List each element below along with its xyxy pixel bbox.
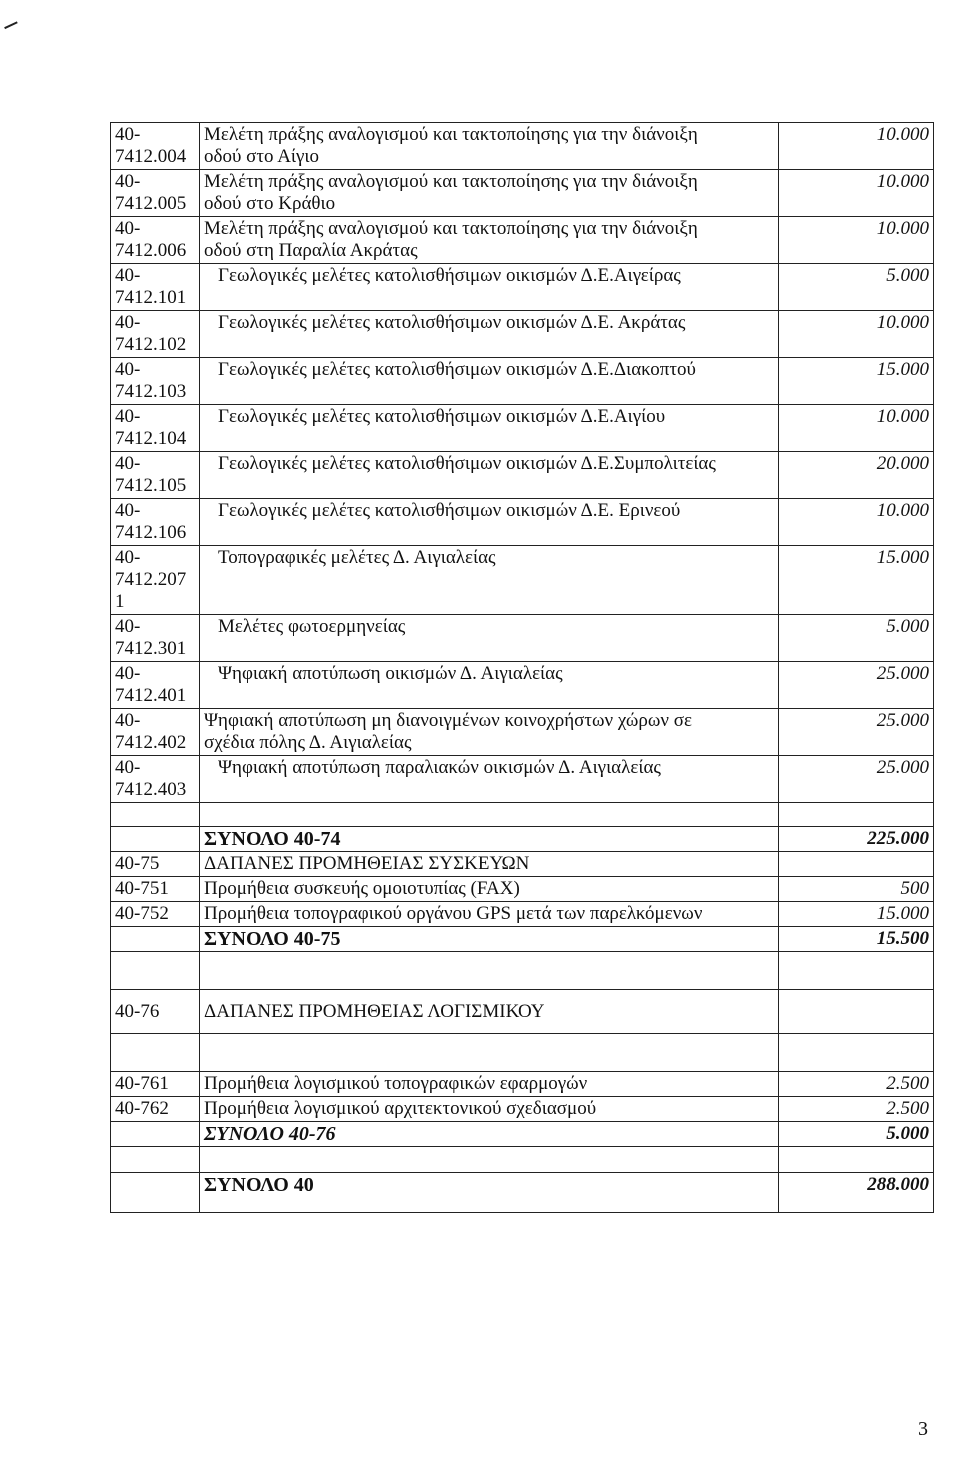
row-code: 40- 7412.101 — [111, 264, 200, 311]
page-number: 3 — [918, 1418, 928, 1440]
item-desc: Προμήθεια λογισμικού τοπογραφικών εφαρμογών — [200, 1072, 779, 1097]
sum-40-75-label: ΣΥΝΟΛΟ 40-75 — [200, 927, 779, 952]
description-line: Τοπογραφικές μελέτες Δ. Αιγιαλείας — [218, 547, 496, 568]
section-title: ΔΑΠΑΝΕΣ ΠΡΟΜΗΘΕΙΑΣ ΛΟΓΙΣΜΙΚΟΥ — [200, 990, 779, 1034]
sum-40-74-label: ΣΥΝΟΛΟ 40-74 — [200, 827, 779, 852]
row-amount: 20.000 — [779, 452, 934, 499]
description-line: Μελέτη πράξης αναλογισμού και τακτοποίησης για την διάνοιξη — [204, 124, 698, 145]
section-40-75-row — [111, 852, 934, 877]
row-description — [200, 662, 779, 709]
description-line: Γεωλογικές μελέτες κατολισθήσιμων οικισμών Δ.Ε. Ακράτας — [218, 312, 686, 333]
description-line: σχέδια πόλης Δ. Αιγιαλείας — [204, 732, 412, 753]
row-code: 40- 7412.004 — [111, 123, 200, 170]
section-code: 40-76 — [111, 990, 200, 1034]
row-description — [200, 756, 779, 803]
row-description — [200, 709, 779, 756]
row-code: 40- 7412.403 — [111, 756, 200, 803]
spacer-row — [111, 952, 934, 990]
row-amount: 5.000 — [779, 615, 934, 662]
study-row — [111, 311, 934, 358]
description-line: Ψηφιακή αποτύπωση οικισμών Δ. Αιγιαλείας — [218, 663, 563, 684]
study-row — [111, 709, 934, 756]
row-code: 40- 7412.103 — [111, 358, 200, 405]
item-code: 40-751 — [111, 877, 200, 902]
item-code: 40-762 — [111, 1097, 200, 1122]
row-code: 40- 7412.104 — [111, 405, 200, 452]
section-code: 40-75 — [111, 852, 200, 877]
description-line: Γεωλογικές μελέτες κατολισθήσιμων οικισμών Δ.Ε.Συμπολιτείας — [218, 453, 716, 474]
section-title: ΔΑΠΑΝΕΣ ΠΡΟΜΗΘΕΙΑΣ ΣΥΣΚΕΥΩΝ — [200, 852, 779, 877]
study-row — [111, 358, 934, 405]
row-code: 40- 7412.005 — [111, 170, 200, 217]
study-row — [111, 615, 934, 662]
row-amount: 10.000 — [779, 405, 934, 452]
row-amount: 10.000 — [779, 499, 934, 546]
row-description — [200, 123, 779, 170]
description-line: οδού στο Κράθιο — [204, 193, 336, 214]
row-description — [200, 217, 779, 264]
study-row — [111, 662, 934, 709]
item-row — [111, 877, 934, 902]
description-line: Γεωλογικές μελέτες κατολισθήσιμων οικισμών Δ.Ε.Αιγείρας — [218, 265, 681, 286]
row-amount: 25.000 — [779, 709, 934, 756]
total-40-label: ΣΥΝΟΛΟ 40 — [200, 1173, 779, 1213]
description-line: οδού στο Αίγιο — [204, 146, 320, 167]
study-row — [111, 499, 934, 546]
sum-40-76-amount: 5.000 — [779, 1122, 934, 1147]
scan-mark — [4, 21, 20, 33]
total-40-row — [111, 1173, 934, 1213]
item-code: 40-752 — [111, 902, 200, 927]
description-line: οδού στη Παραλία Ακράτας — [204, 240, 418, 261]
row-description — [200, 546, 779, 615]
item-amount: 500 — [779, 877, 934, 902]
study-row — [111, 264, 934, 311]
total-40-amount: 288.000 — [779, 1173, 934, 1213]
row-amount: 15.000 — [779, 546, 934, 615]
row-amount: 10.000 — [779, 170, 934, 217]
budget-table — [110, 122, 934, 1213]
spacer-row — [111, 803, 934, 827]
row-description — [200, 615, 779, 662]
row-description — [200, 499, 779, 546]
item-code: 40-761 — [111, 1072, 200, 1097]
sum-40-76-label: ΣΥΝΟΛΟ 40-76 — [200, 1122, 779, 1147]
row-code: 40- 7412.102 — [111, 311, 200, 358]
item-amount: 2.500 — [779, 1072, 934, 1097]
study-row — [111, 452, 934, 499]
row-amount: 10.000 — [779, 123, 934, 170]
item-row — [111, 1072, 934, 1097]
section-40-76-row — [111, 990, 934, 1034]
item-amount: 2.500 — [779, 1097, 934, 1122]
sum-40-76-row — [111, 1122, 934, 1147]
sum-40-75-row — [111, 927, 934, 952]
study-row — [111, 170, 934, 217]
row-code: 40- 7412.207 1 — [111, 546, 200, 615]
study-row — [111, 217, 934, 264]
row-description — [200, 358, 779, 405]
row-amount: 10.000 — [779, 311, 934, 358]
sum-40-74-row — [111, 827, 934, 852]
item-desc: Προμήθεια λογισμικού αρχιτεκτονικού σχεδιασμού — [200, 1097, 779, 1122]
row-code: 40- 7412.401 — [111, 662, 200, 709]
row-description — [200, 264, 779, 311]
study-row — [111, 546, 934, 615]
description-line: Ψηφιακή αποτύπωση μη διανοιγμένων κοινοχρήστων χώρων σε — [204, 710, 692, 731]
description-line: Γεωλογικές μελέτες κατολισθήσιμων οικισμών Δ.Ε.Αιγίου — [218, 406, 666, 427]
spacer-row — [111, 1147, 934, 1173]
description-line: Γεωλογικές μελέτες κατολισθήσιμων οικισμών Δ.Ε. Ερινεού — [218, 500, 681, 521]
sum-40-74-amount: 225.000 — [779, 827, 934, 852]
item-row — [111, 1097, 934, 1122]
row-code: 40- 7412.106 — [111, 499, 200, 546]
description-line: Μελέτη πράξης αναλογισμού και τακτοποίησης για την διάνοιξη — [204, 171, 698, 192]
item-desc: Προμήθεια συσκευής ομοιοτυπίας (FAX) — [200, 877, 779, 902]
item-row — [111, 902, 934, 927]
row-code: 40- 7412.301 — [111, 615, 200, 662]
row-amount: 10.000 — [779, 217, 934, 264]
row-description — [200, 311, 779, 358]
row-code: 40- 7412.006 — [111, 217, 200, 264]
study-rows — [111, 123, 934, 803]
spacer-row — [111, 1034, 934, 1072]
item-desc: Προμήθεια τοπογραφικού οργάνου GPS μετά των παρελκόμενων — [200, 902, 779, 927]
description-line: Γεωλογικές μελέτες κατολισθήσιμων οικισμών Δ.Ε.Διακοπτού — [218, 359, 696, 380]
row-amount: 25.000 — [779, 756, 934, 803]
row-description — [200, 452, 779, 499]
row-description — [200, 405, 779, 452]
study-row — [111, 123, 934, 170]
row-amount: 25.000 — [779, 662, 934, 709]
row-description — [200, 170, 779, 217]
study-row — [111, 756, 934, 803]
row-code: 40- 7412.402 — [111, 709, 200, 756]
study-row — [111, 405, 934, 452]
description-line: Μελέτες φωτοερμηνείας — [218, 616, 406, 637]
row-amount: 5.000 — [779, 264, 934, 311]
row-code: 40- 7412.105 — [111, 452, 200, 499]
row-amount: 15.000 — [779, 358, 934, 405]
summary-rows — [111, 803, 934, 1213]
description-line: Ψηφιακή αποτύπωση παραλιακών οικισμών Δ. Αιγιαλείας — [218, 757, 661, 778]
item-amount: 15.000 — [779, 902, 934, 927]
sum-40-75-amount: 15.500 — [779, 927, 934, 952]
description-line: Μελέτη πράξης αναλογισμού και τακτοποίησης για την διάνοιξη — [204, 218, 698, 239]
